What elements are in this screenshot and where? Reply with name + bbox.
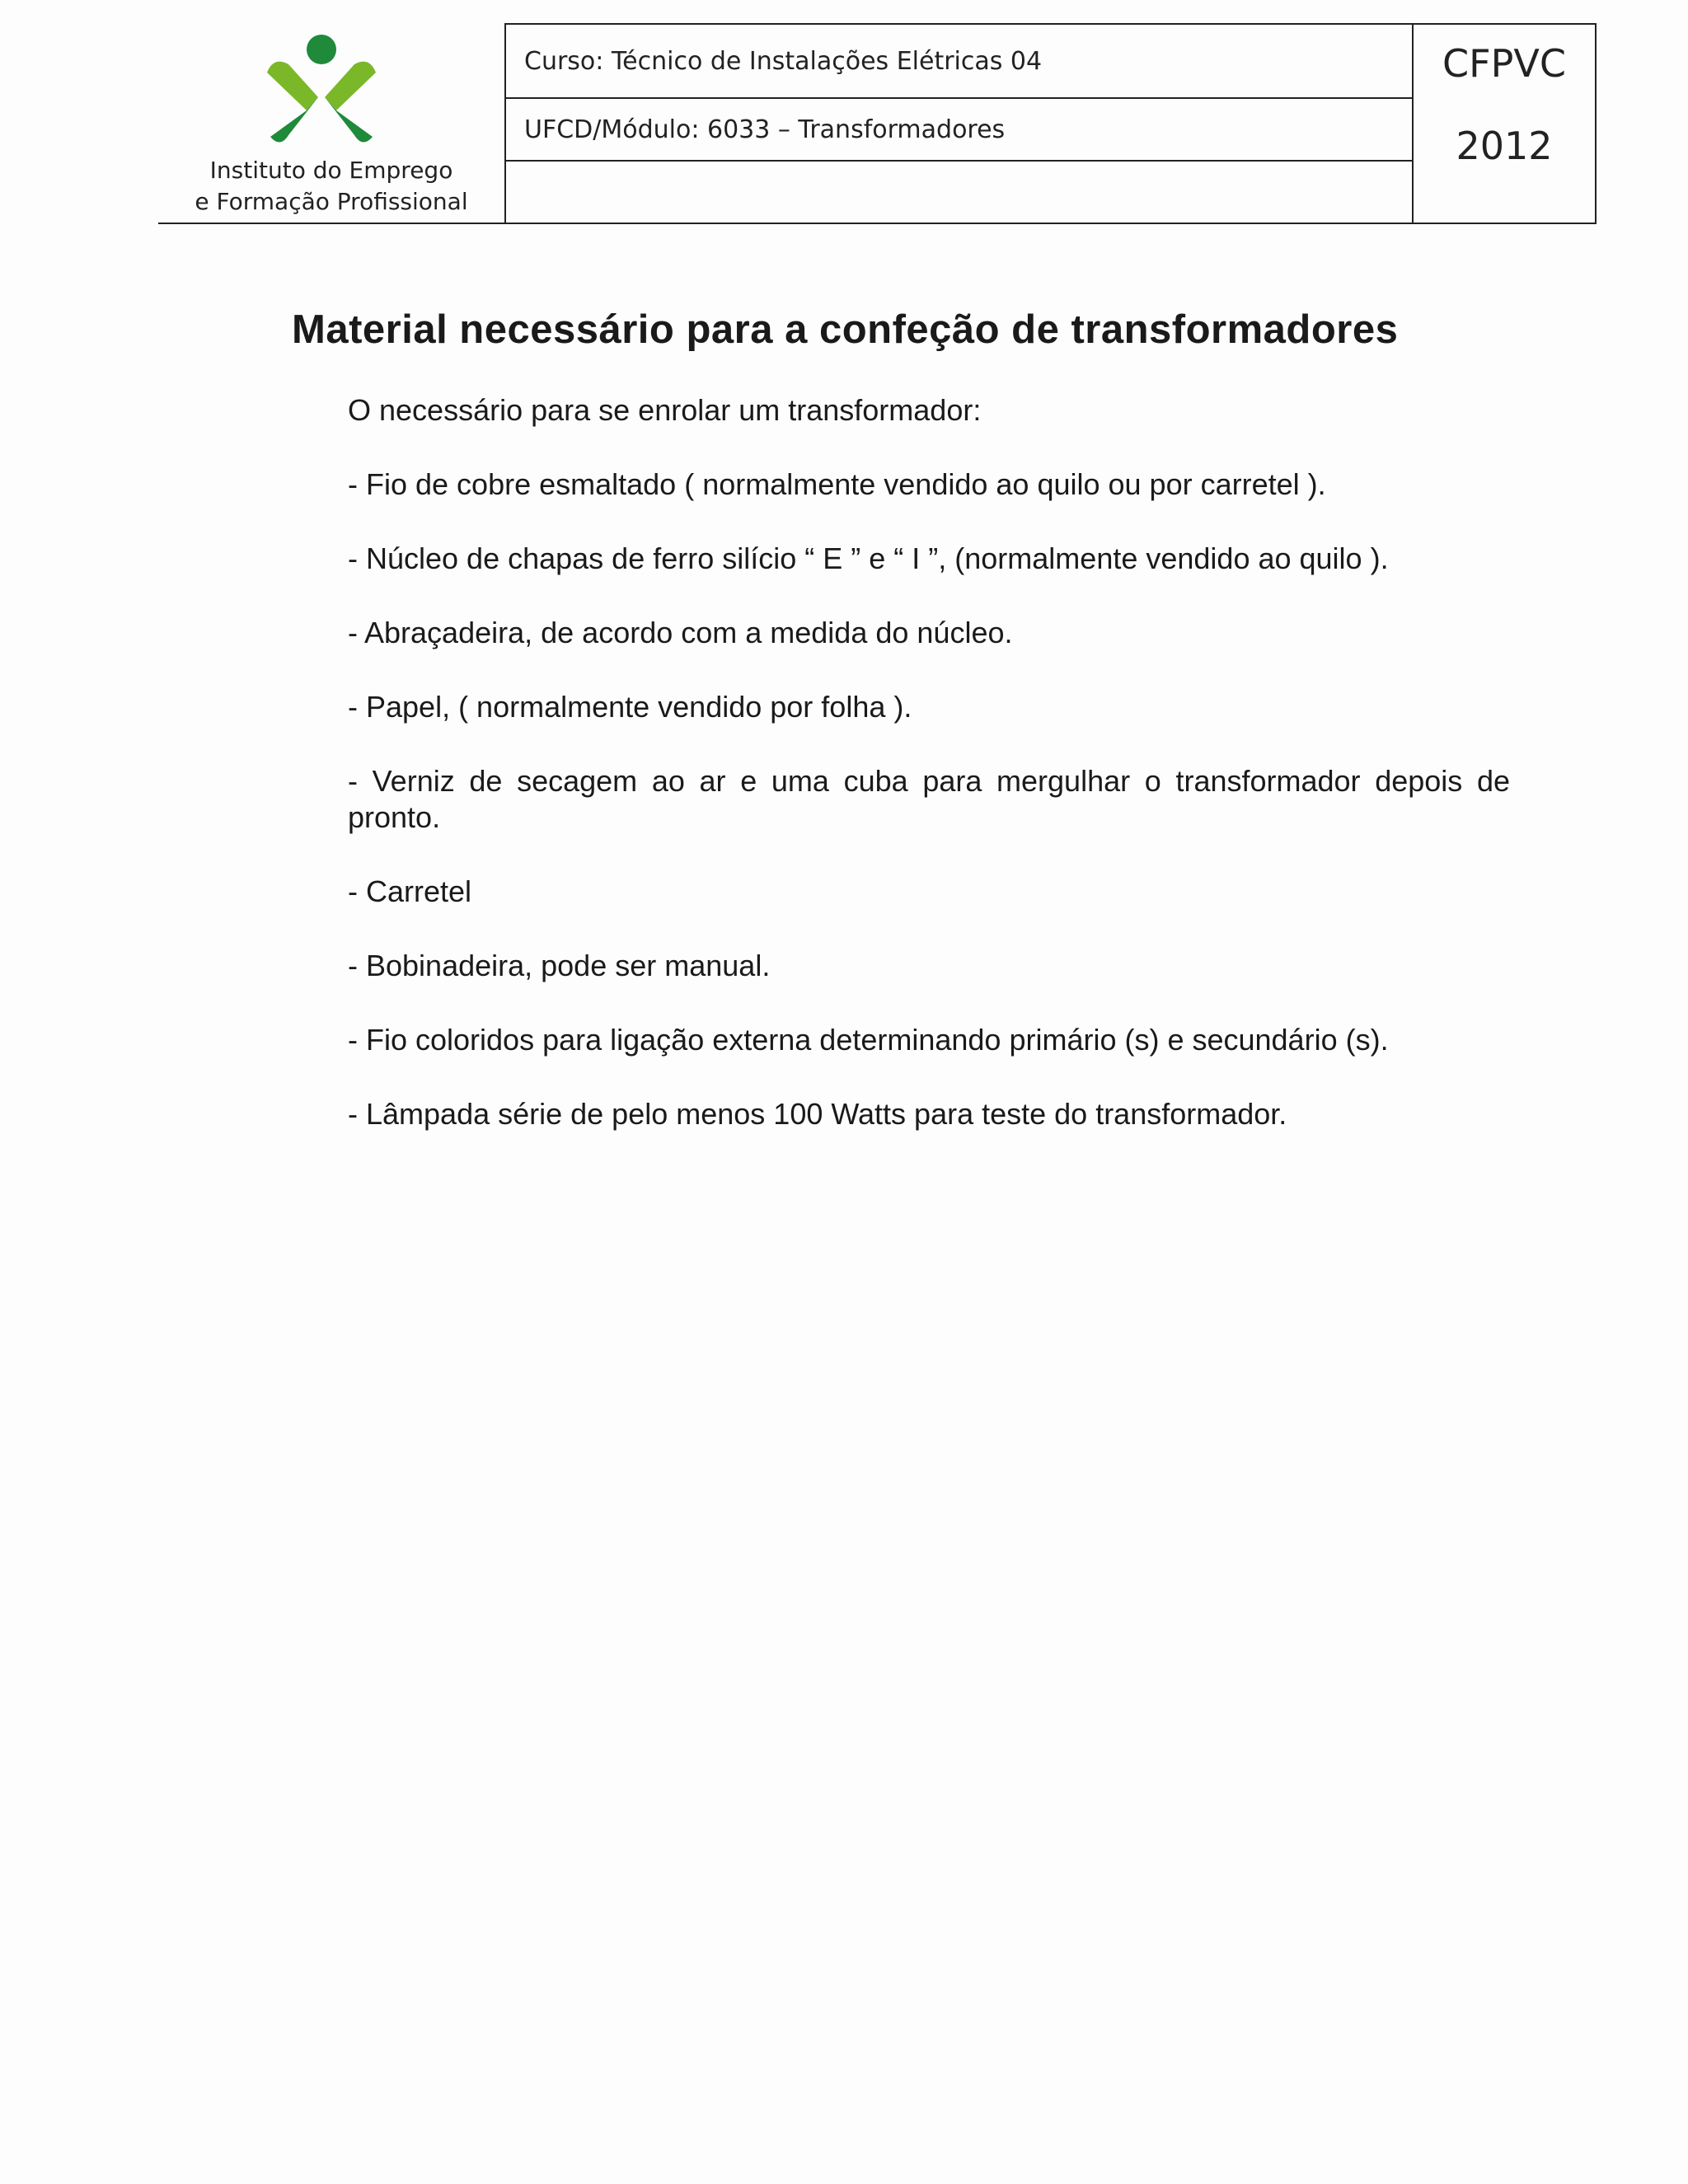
iefp-logo-icon (256, 28, 387, 160)
list-item: - Núcleo de chapas de ferro silício “ E ” e “ I ”, (normalmente vendido ao quilo ). (348, 541, 1389, 575)
list-item: - Bobinadeira, pode ser manual. (348, 949, 771, 982)
course-field: Curso: Técnico de Instalações Elétricas 04 (506, 25, 1412, 99)
module-field: UFCD/Módulo: 6033 – Transformadores (506, 99, 1412, 162)
org-year: 2012 (1456, 124, 1553, 168)
institution-name-line2: e Formação Profissional (195, 188, 468, 215)
document-header (158, 23, 1597, 224)
list-item: - Papel, ( normalmente vendido por folha ). (348, 690, 912, 724)
org-name: CFPVC (1442, 41, 1566, 86)
list-item: - Verniz de secagem ao ar e uma cuba para mergulhar o transformador depois de pronto. (348, 764, 1510, 834)
list-item: - Fio de cobre esmaltado ( normalmente vendido ao quilo ou por carretel ). (348, 467, 1326, 501)
materials-list (348, 392, 1510, 1170)
institution-name (158, 155, 504, 218)
intro-text: O necessário para se enrolar um transformador: (348, 393, 982, 427)
list-item: - Fio coloridos para ligação externa determinando primário (s) e secundário (s). (348, 1023, 1389, 1057)
list-item: - Lâmpada série de pelo menos 100 Watts para teste do transformador. (348, 1097, 1287, 1131)
course-info-table (504, 23, 1597, 224)
empty-field (506, 162, 1412, 223)
org-cell (1412, 25, 1595, 223)
institution-logo (158, 23, 504, 224)
header-divider (158, 223, 504, 224)
list-item: - Carretel (348, 874, 472, 908)
list-item: - Abraçadeira, de acordo com a medida do núcleo. (348, 616, 1013, 649)
institution-name-line1: Instituto do Emprego (209, 157, 453, 184)
page-title: Material necessário para a confeção de transformadores (292, 307, 1399, 352)
